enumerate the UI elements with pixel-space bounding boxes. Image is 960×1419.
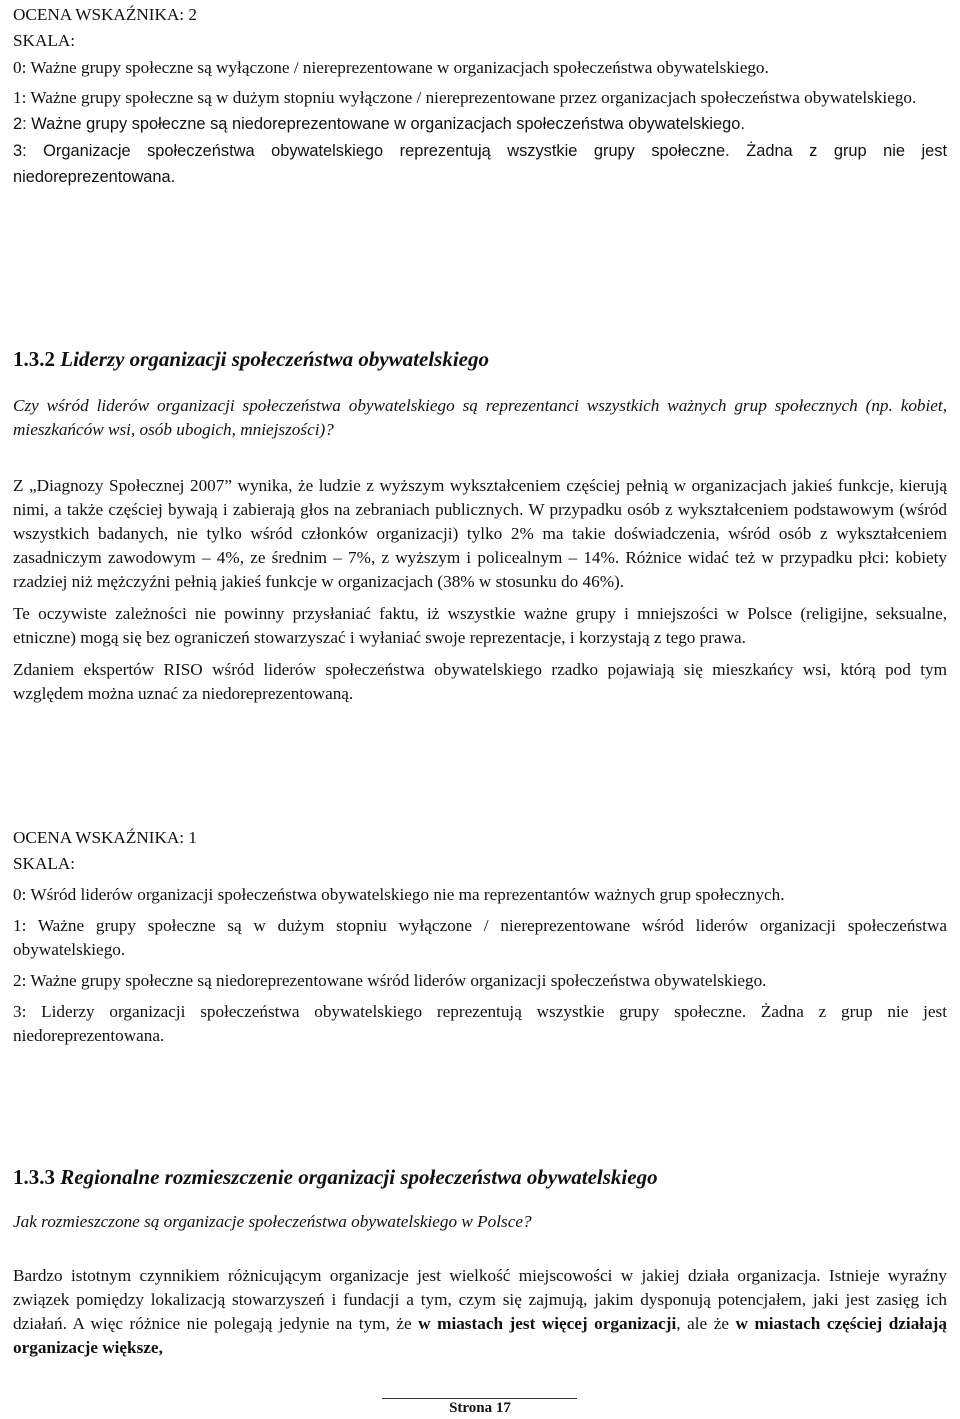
footer-rule <box>382 1398 577 1399</box>
paragraph-1 <box>13 1264 947 1360</box>
section-question: Czy wśród liderów organizacji społeczeństwa obywatelskiego są reprezentanci wszystkich ważnych grup społecznych (np. kobiet, mieszkańców wsi, osób ubogich, mniejszości)? <box>13 396 947 439</box>
scale-item-2: 2: Ważne grupy społeczne są niedoreprezentowane wśród liderów organizacji społeczeństwa obywatelskiego. <box>13 971 767 990</box>
paragraph-2: Te oczywiste zależności nie powinny przysłaniać faktu, iż wszystkie ważne grupy i mniejszości w Polsce (religijne, seksualne, etniczne) mogą się bez ograniczeń stowarzyszać i wyłaniać swoje reprezentacje, i korzystają z tego prawa. <box>13 604 947 647</box>
rating-title: OCENA WSKAŹNIKA: 1 <box>13 828 197 847</box>
page-number: Strona 17 <box>449 1400 511 1416</box>
scale-item-3: 3: Liderzy organizacji społeczeństwa obywatelskiego reprezentują wszystkie grupy społeczne. Żadna z grup nie jest niedoreprezentowana. <box>13 1002 947 1045</box>
scale-item-0: 0: Wśród liderów organizacji społeczeństwa obywatelskiego nie ma reprezentantów ważnych grup społecznych. <box>13 885 785 904</box>
heading-number: 1.3.3 <box>13 1165 55 1189</box>
scale-item-1: 1: Ważne grupy społeczne są w dużym stopniu wyłączone / niereprezentowane wśród liderów organizacji społeczeństwa obywatelskiego. <box>13 916 947 959</box>
paragraph-text-mid: , ale że <box>676 1314 736 1333</box>
scale-item-2: 2: Ważne grupy społeczne są niedoreprezentowane w organizacjach społeczeństwa obywatelskiego. <box>13 115 745 133</box>
heading-title: Liderzy organizacji społeczeństwa obywatelskiego <box>60 347 489 371</box>
scale-label: SKALA: <box>13 31 76 50</box>
paragraph-text: Bardzo istotnym czynnikiem różnicującym organizacje jest wielkość miejscowości w jakiej działa organizacja. Istnieje wyraźny związek pomiędzy lokalizacją stowarzyszeń i fundacji a tym, czym się zajmują, jakim dysponują potencjałem, jaki jest zasięg ich działań. A więc różnice nie polegają jedynie na tym, że <box>13 1266 947 1333</box>
scale-item-3: 3: Organizacje społeczeństwa obywatelskiego reprezentują wszystkie grupy społeczne. Żadna z grup nie jest niedoreprezentowana. <box>13 141 947 186</box>
bold-phrase-1: w miastach jest więcej organizacji <box>418 1314 677 1333</box>
rating-title: OCENA WSKAŹNIKA: 2 <box>13 5 197 24</box>
paragraph-3: Zdaniem ekspertów RISO wśród liderów społeczeństwa obywatelskiego rzadko pojawiają się mieszkańcy wsi, którą pod tym względem można uznać za niedoreprezentowaną. <box>13 660 947 703</box>
scale-item-0: 0: Ważne grupy społeczne są wyłączone / niereprezentowane w organizacjach społeczeństwa obywatelskiego. <box>13 58 769 77</box>
section-heading <box>13 346 947 372</box>
section-1-3-2 <box>13 346 947 706</box>
scale-label: SKALA: <box>13 854 76 873</box>
section-1-3-3 <box>13 1164 947 1360</box>
rating-block-1 <box>13 2 947 191</box>
rating-block-2 <box>13 825 947 1048</box>
scale-item-1: 1: Ważne grupy społeczne są w dużym stopniu wyłączone / niereprezentowane przez organizacjach społeczeństwa obywatelskiego. <box>13 88 917 107</box>
bold-phrase-2: w miastach częściej działają organizacje większe, <box>13 1314 947 1357</box>
section-question: Jak rozmieszczone są organizacje społeczeństwa obywatelskiego w Polsce? <box>13 1212 532 1231</box>
section-heading <box>13 1164 947 1190</box>
paragraph-1: Z „Diagnozy Społecznej 2007” wynika, że ludzie z wyższym wykształceniem częściej pełnią w organizacjach jakieś funkcje, kierują nimi, a także częściej bywają i zabierają głos na zebraniach publicznych. W przypadku osób z wykształceniem podstawowym (wśród wszystkich badanych, nie tylko wśród członków organizacji) tylko 2% ma takie doświadczenia, wśród osób z wykształceniem zasadniczym zawodowym – 4%, ze średnim – 7%, z wyższym i policealnym – 14%. Różnice widać też w przypadku płci: kobiety rzadziej niż mężczyźni pełnią jakieś funkcje w organizacjach (38% w stosunku do 46%). <box>13 476 947 591</box>
heading-number: 1.3.2 <box>13 347 55 371</box>
heading-title: Regionalne rozmieszczenie organizacji społeczeństwa obywatelskiego <box>60 1165 658 1189</box>
